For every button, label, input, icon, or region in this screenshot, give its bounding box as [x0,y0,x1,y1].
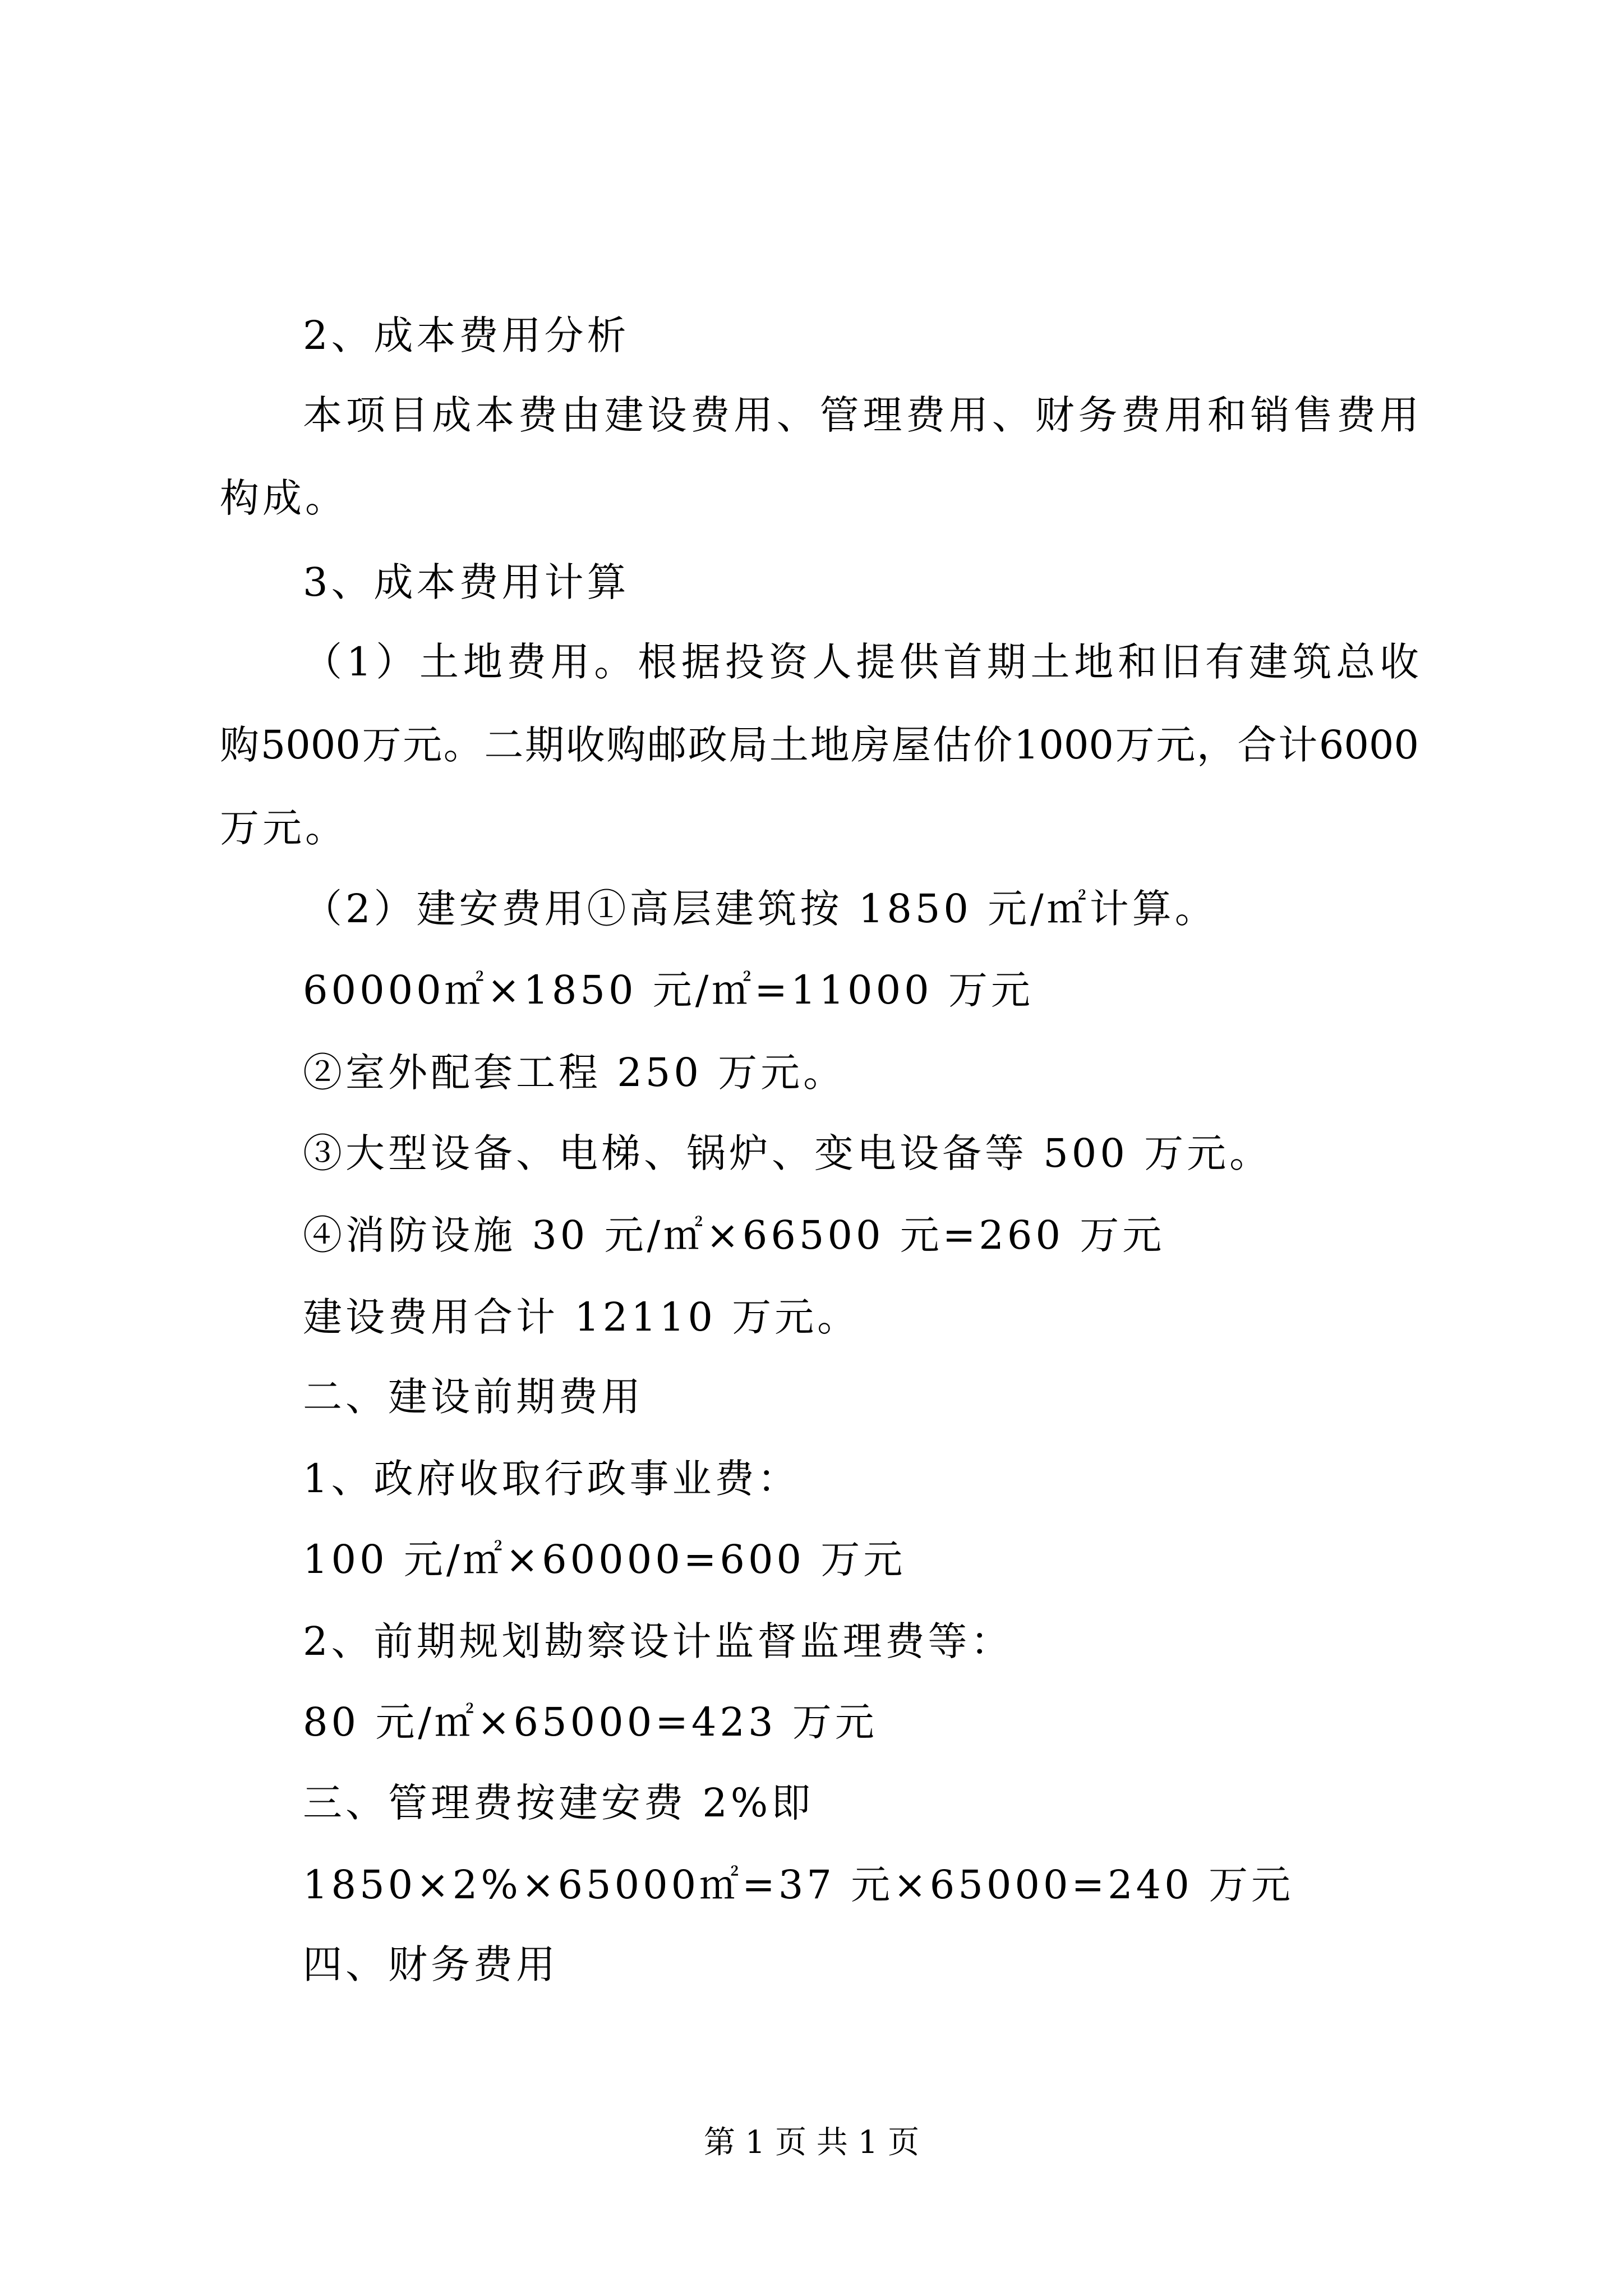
paragraph-line: （2）建安费用①高层建筑按 1850 元/㎡计算。 [303,886,1218,932]
paragraph-line: 1、政府收取行政事业费： [303,1456,800,1502]
formula-line: 100 元/㎡×60000=600 万元 [303,1536,906,1582]
paragraph-line: 购5000万元。二期收购邮政局土地房屋估价1000万元，合计6000 [220,722,1419,768]
paragraph-line: 2、前期规划勘察设计监督监理费等： [303,1618,1013,1664]
paragraph-line: 建设费用合计 12110 万元。 [303,1294,860,1340]
section-heading-cost-calculation: 3、成本费用计算 [303,559,630,605]
paragraph-line: 本项目成本费由建设费用、管理费用、财务费用和销售费用 [303,392,1419,438]
section-heading-management-fee: 三、管理费按建安费 2%即 [303,1780,814,1826]
paragraph-line: 万元。 [220,805,348,851]
formula-line: 1850×2%×65000㎡=37 元×65000=240 万元 [303,1862,1294,1908]
paragraph-line: （1）土地费用。根据投资人提供首期土地和旧有建筑总收 [303,639,1419,685]
section-heading-preliminary-costs: 二、建设前期费用 [303,1374,644,1420]
page-footer: 第 1 页 共 1 页 [703,2124,920,2161]
formula-line: 80 元/㎡×65000=423 万元 [303,1699,878,1745]
formula-line: ④消防设施 30 元/㎡×66500 元=260 万元 [303,1212,1165,1258]
formula-line: 60000㎡×1850 元/㎡=11000 万元 [303,967,1034,1013]
section-heading-cost-analysis: 2、成本费用分析 [303,312,630,358]
paragraph-line: 构成。 [220,475,348,521]
paragraph-line: ③大型设备、电梯、锅炉、变电设备等 500 万元。 [303,1130,1272,1176]
section-heading-financial-costs: 四、财务费用 [303,1941,559,1987]
paragraph-line: ②室外配套工程 250 万元。 [303,1050,846,1096]
